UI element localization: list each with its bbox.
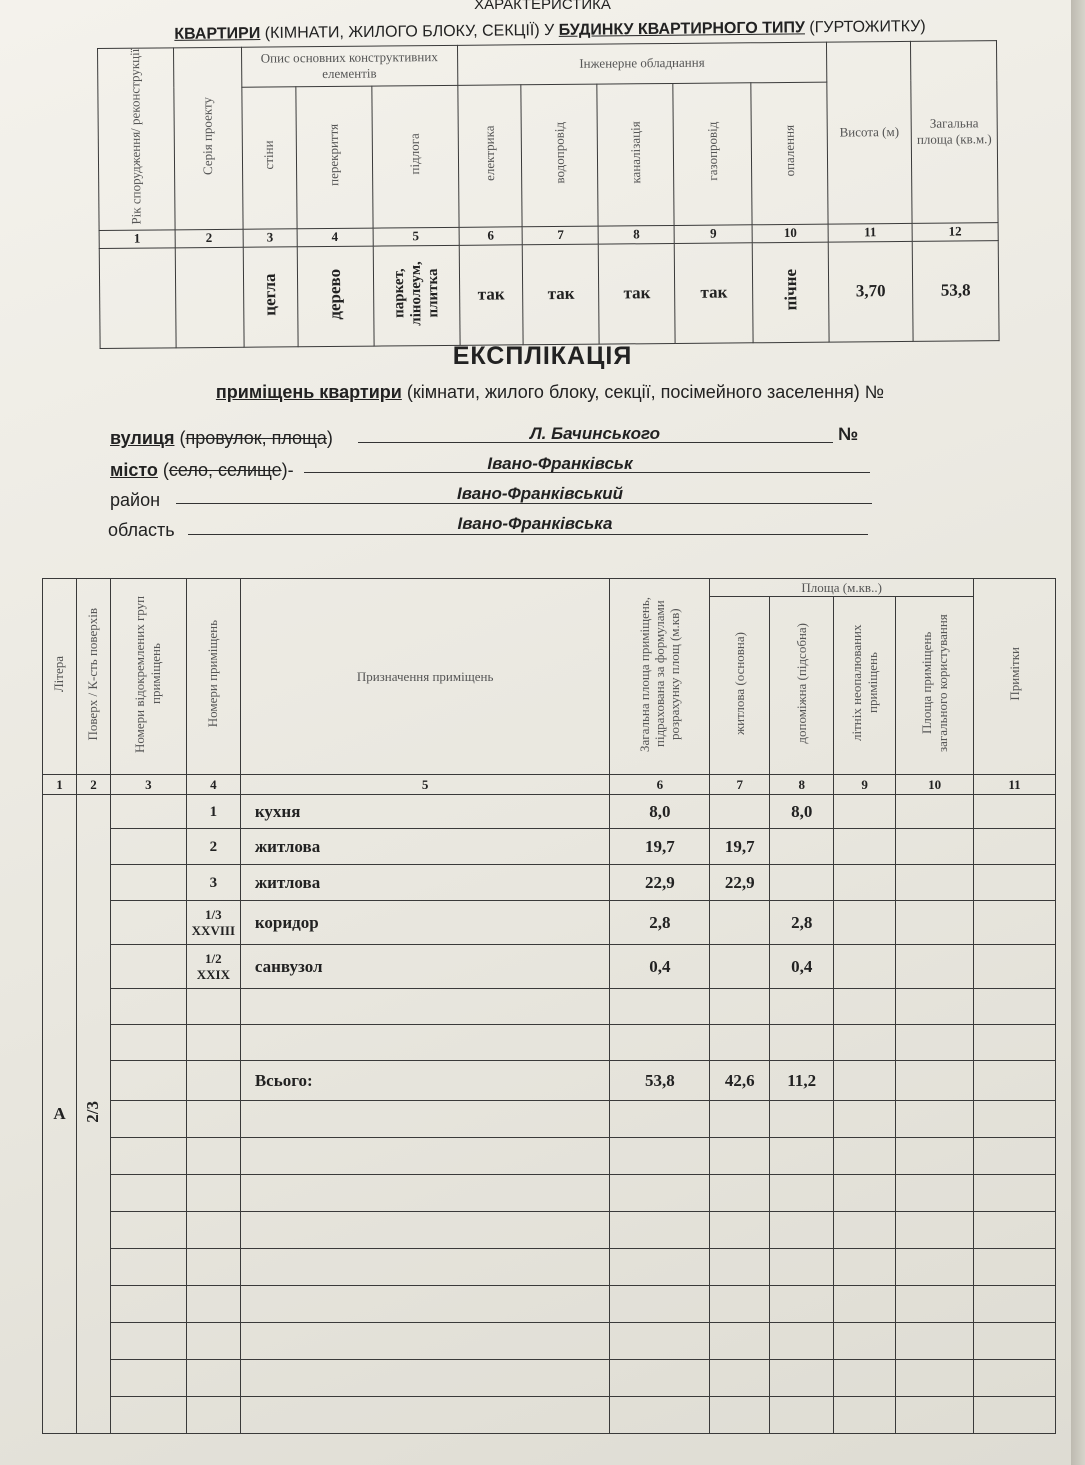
room-notes bbox=[974, 901, 1056, 945]
room-purpose: житлова bbox=[240, 829, 610, 865]
room-notes bbox=[974, 945, 1056, 989]
street-value: Л. Бачинського bbox=[529, 424, 661, 443]
empty-row bbox=[43, 1323, 1056, 1360]
value-ceilings: дерево bbox=[297, 246, 374, 347]
col-number: 2 bbox=[175, 229, 243, 248]
hdr-walls: стіни bbox=[242, 87, 297, 230]
total-common bbox=[896, 1061, 974, 1101]
region-label: область bbox=[108, 520, 175, 540]
house-number-label: № bbox=[838, 424, 859, 444]
empty-row bbox=[43, 1175, 1056, 1212]
value-gas: так bbox=[675, 243, 754, 344]
subtitle-premises: приміщень квартири bbox=[215, 382, 402, 402]
col-number: 7 bbox=[710, 775, 770, 795]
subtitle-rest: (кімнати, жилого блоку, секції, посімейного заселення) № bbox=[401, 382, 885, 402]
hdr-aux: допоміжна (підсобна) bbox=[770, 597, 834, 775]
hdr-living: житлова (основна) bbox=[710, 597, 770, 775]
total-aux: 11,2 bbox=[770, 1061, 834, 1101]
hdr-engineering-group: Інженерне обладнання bbox=[457, 42, 827, 85]
hdr-electric: електрика bbox=[457, 85, 522, 228]
rooms-table-wrap bbox=[42, 578, 1056, 1434]
value-group bbox=[110, 865, 186, 901]
characteristic-title bbox=[0, 0, 1085, 13]
empty-row bbox=[43, 1025, 1056, 1061]
hdr-groups: Номери відокремлених груп приміщень bbox=[110, 579, 186, 775]
col-number: 1 bbox=[99, 230, 175, 249]
room-total: 2,8 bbox=[610, 901, 710, 945]
subtitle-dormitory: (ГУРТОЖИТКУ) bbox=[804, 18, 926, 37]
hdr-sewer: каналізація bbox=[597, 83, 674, 226]
street-strike: провулок, площа bbox=[185, 428, 327, 448]
room-number: 2 bbox=[186, 829, 240, 865]
empty-row bbox=[43, 1397, 1056, 1434]
value-group bbox=[110, 901, 186, 945]
total-living: 42,6 bbox=[710, 1061, 770, 1101]
total-row bbox=[43, 1061, 1056, 1101]
floor-line-2: лінолеум, bbox=[407, 260, 425, 326]
col-number: 3 bbox=[110, 775, 186, 795]
col-number: 8 bbox=[770, 775, 834, 795]
table-row bbox=[43, 945, 1056, 989]
value-floor: 2/3 bbox=[76, 795, 110, 1434]
total-notes bbox=[974, 1061, 1056, 1101]
room-purpose: коридор bbox=[240, 901, 610, 945]
value-heating: пічне bbox=[752, 242, 829, 343]
table-row bbox=[43, 901, 1056, 945]
room-number: 1/2 XXIX bbox=[186, 945, 240, 989]
value-walls: цегла bbox=[243, 247, 298, 347]
room-notes bbox=[974, 795, 1056, 829]
room-summer bbox=[834, 945, 896, 989]
room-notes bbox=[974, 865, 1056, 901]
hdr-floor: підлога bbox=[371, 85, 458, 228]
explication-title: ЕКСПЛІКАЦІЯ bbox=[452, 342, 633, 370]
empty-row bbox=[43, 1101, 1056, 1138]
room-aux: 8,0 bbox=[770, 795, 834, 829]
room-total: 0,4 bbox=[610, 945, 710, 989]
subtitle-mid: (КІМНАТИ, ЖИЛОГО БЛОКУ, СЕКЦІЇ) У bbox=[260, 21, 559, 43]
value-group bbox=[110, 829, 186, 865]
col-number: 11 bbox=[828, 223, 912, 242]
explication-subtitle bbox=[100, 382, 1000, 403]
rooms-table bbox=[42, 578, 1056, 1434]
room-purpose: житлова bbox=[240, 865, 610, 901]
hdr-litera: Літера bbox=[43, 579, 77, 775]
room-total: 19,7 bbox=[610, 829, 710, 865]
value-height: 3,70 bbox=[828, 241, 913, 342]
room-aux: 2,8 bbox=[770, 901, 834, 945]
hdr-summer: літніх неопалюваних приміщень bbox=[834, 597, 896, 775]
table-row bbox=[43, 795, 1056, 829]
rooms-col-numbers bbox=[43, 775, 1056, 795]
value-area: 53,8 bbox=[912, 241, 999, 342]
room-summer bbox=[834, 795, 896, 829]
room-aux bbox=[770, 865, 834, 901]
value-group bbox=[110, 795, 186, 829]
room-living: 22,9 bbox=[710, 865, 770, 901]
col-number: 5 bbox=[240, 775, 610, 795]
room-number: 3 bbox=[186, 865, 240, 901]
hdr-heating: опалення bbox=[751, 82, 828, 225]
hdr-room-number: Номери приміщень bbox=[186, 579, 240, 775]
col-number: 12 bbox=[912, 223, 998, 242]
floor-line-1: паркет, bbox=[390, 268, 407, 319]
region-line bbox=[188, 534, 868, 535]
hdr-year: Рік спорудження/ реконструкції bbox=[98, 48, 175, 231]
hdr-purpose: Призначення приміщень bbox=[240, 579, 610, 775]
empty-row bbox=[43, 1212, 1056, 1249]
col-number: 2 bbox=[76, 775, 110, 795]
room-aux bbox=[770, 829, 834, 865]
empty-row bbox=[43, 1286, 1056, 1323]
floor-line-3: плитка bbox=[424, 268, 441, 318]
room-notes bbox=[974, 829, 1056, 865]
col-number: 5 bbox=[373, 227, 459, 246]
hdr-common: Площа приміщень загального користування bbox=[896, 597, 974, 775]
col-number: 10 bbox=[752, 224, 828, 243]
hdr-area-group: Площа (м.кв..) bbox=[710, 579, 974, 597]
empty-row bbox=[43, 989, 1056, 1025]
room-common bbox=[896, 945, 974, 989]
city-value: Івано-Франківськ bbox=[487, 454, 633, 473]
total-group bbox=[110, 1061, 186, 1101]
characteristic-table-wrap bbox=[97, 40, 1000, 349]
district-value: Івано-Франківський bbox=[456, 484, 624, 503]
room-number: 1 bbox=[186, 795, 240, 829]
room-summer bbox=[834, 865, 896, 901]
col-number: 6 bbox=[610, 775, 710, 795]
col-number: 1 bbox=[43, 775, 77, 795]
room-purpose: санвузол bbox=[240, 945, 610, 989]
hdr-water: водопровід bbox=[521, 84, 598, 227]
hdr-total-area: Загальна площа приміщень, підрахована за формулами розрахунку площ (м.кв) bbox=[610, 579, 710, 775]
empty-row bbox=[43, 1249, 1056, 1286]
table-row bbox=[43, 865, 1056, 901]
total-summer bbox=[834, 1061, 896, 1101]
value-electric: так bbox=[459, 245, 524, 346]
room-total: 22,9 bbox=[610, 865, 710, 901]
hdr-series: Серія проекту bbox=[173, 47, 242, 230]
col-number: 7 bbox=[523, 226, 599, 245]
value-floor bbox=[373, 245, 460, 346]
value-litera: А bbox=[43, 795, 77, 1434]
hdr-floor-count: Поверх / К-сть поверхів bbox=[76, 579, 110, 775]
subtitle-building: БУДИНКУ КВАРТИРНОГО ТИПУ bbox=[558, 19, 806, 39]
city-label-group: місто (село, селище)- bbox=[110, 460, 294, 480]
room-purpose: кухня bbox=[240, 795, 610, 829]
room-summer bbox=[834, 901, 896, 945]
street-label: вулиця bbox=[110, 428, 175, 448]
value-sewer: так bbox=[599, 243, 676, 344]
district-label: район bbox=[110, 490, 161, 510]
total-total: 53,8 bbox=[610, 1061, 710, 1101]
room-number: 1/3 XXVIII bbox=[186, 901, 240, 945]
value-water: так bbox=[523, 244, 600, 345]
city-strike: село, селище bbox=[168, 460, 282, 480]
char-values-row bbox=[99, 241, 999, 349]
col-number: 9 bbox=[834, 775, 896, 795]
col-number: 3 bbox=[243, 229, 297, 247]
value-group bbox=[110, 945, 186, 989]
value-year bbox=[99, 248, 176, 349]
city-label: місто bbox=[110, 460, 158, 480]
page-edge bbox=[1071, 0, 1085, 1465]
room-living bbox=[710, 945, 770, 989]
room-total: 8,0 bbox=[610, 795, 710, 829]
col-number: 11 bbox=[974, 775, 1056, 795]
col-number: 10 bbox=[896, 775, 974, 795]
hdr-height: Висота (м) bbox=[827, 41, 912, 224]
col-number: 8 bbox=[598, 225, 674, 244]
hdr-constructive-group: Опис основних конструктивних елементів bbox=[241, 45, 457, 87]
hdr-area: Загальна площа (кв.м.) bbox=[910, 41, 998, 224]
hdr-notes: Примітки bbox=[974, 579, 1056, 775]
room-living bbox=[710, 901, 770, 945]
room-common bbox=[896, 865, 974, 901]
room-summer bbox=[834, 829, 896, 865]
room-living: 19,7 bbox=[710, 829, 770, 865]
col-number: 9 bbox=[674, 225, 752, 244]
region-value: Івано-Франківська bbox=[457, 514, 613, 533]
street-label-group: вулиця (провулок, площа) bbox=[110, 428, 333, 448]
col-number: 6 bbox=[459, 227, 523, 246]
value-series bbox=[175, 247, 244, 348]
hdr-ceilings: перекриття bbox=[296, 86, 373, 229]
room-common bbox=[896, 901, 974, 945]
total-room-number bbox=[186, 1061, 240, 1101]
empty-row bbox=[43, 1360, 1056, 1397]
col-number: 4 bbox=[297, 228, 373, 247]
hdr-gas: газопровід bbox=[673, 83, 752, 226]
table-row bbox=[43, 829, 1056, 865]
subtitle-apartment: КВАРТИРИ bbox=[174, 25, 261, 43]
room-common bbox=[896, 795, 974, 829]
room-living bbox=[710, 795, 770, 829]
room-aux: 0,4 bbox=[770, 945, 834, 989]
empty-row bbox=[43, 1138, 1056, 1175]
characteristic-title-text: ХАРАКТЕРИСТИКА bbox=[474, 0, 611, 13]
total-label: Всього: bbox=[240, 1061, 610, 1101]
characteristic-table bbox=[97, 40, 1000, 349]
room-common bbox=[896, 829, 974, 865]
col-number: 4 bbox=[186, 775, 240, 795]
